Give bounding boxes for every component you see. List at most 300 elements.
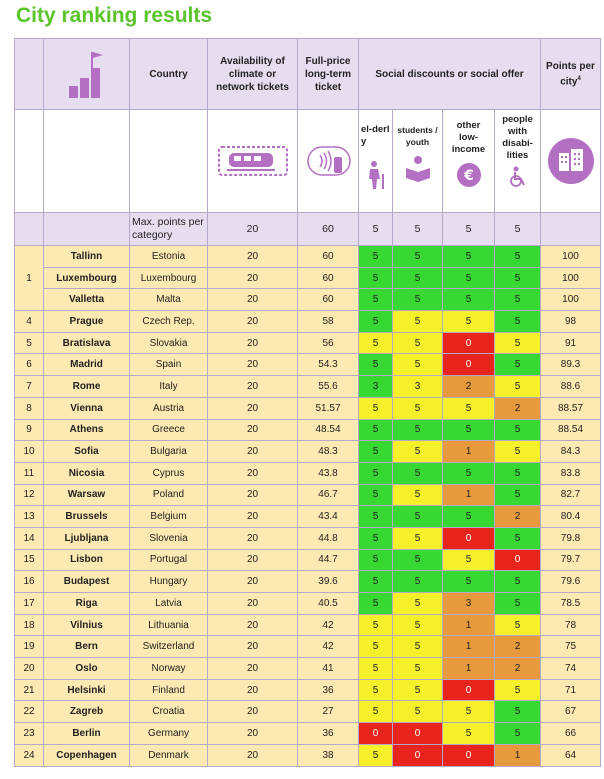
country-cell: Germany xyxy=(130,723,208,745)
elderly-col-header xyxy=(359,110,393,213)
city-cell: Warsaw xyxy=(44,484,130,506)
elderly-cell: 5 xyxy=(359,354,393,376)
points-cell: 75 xyxy=(541,636,601,658)
country-cell: Greece xyxy=(130,419,208,441)
disabilities-cell: 5 xyxy=(495,289,541,311)
city-cell: Vilnius xyxy=(44,614,130,636)
country-cell: Switzerland xyxy=(130,636,208,658)
city-cell: Bern xyxy=(44,636,130,658)
availability-cell: 20 xyxy=(208,614,298,636)
fullprice-cell: 43.8 xyxy=(298,462,359,484)
table-row xyxy=(15,571,601,593)
elderly-cell: 5 xyxy=(359,549,393,571)
country-cell: Hungary xyxy=(130,571,208,593)
lowincome-cell: 5 xyxy=(443,246,495,268)
blank-cell xyxy=(15,213,44,246)
elderly-cell: 5 xyxy=(359,527,393,549)
elderly-cell: 5 xyxy=(359,701,393,723)
students-cell: 5 xyxy=(393,658,443,680)
elderly-cell: 0 xyxy=(359,723,393,745)
points-cell: 91 xyxy=(541,332,601,354)
rank-cell: 22 xyxy=(15,701,44,723)
lowincome-cell: 1 xyxy=(443,484,495,506)
fullprice-cell: 58 xyxy=(298,311,359,333)
elderly-cell: 5 xyxy=(359,246,393,268)
lowincome-cell: 0 xyxy=(443,679,495,701)
table-row xyxy=(15,246,601,268)
fullprice-header: Full-price long-term ticket xyxy=(298,39,359,110)
points-cell: 89.3 xyxy=(541,354,601,376)
disabilities-cell: 0 xyxy=(495,549,541,571)
elderly-cell: 5 xyxy=(359,332,393,354)
students-cell: 5 xyxy=(393,419,443,441)
rank-cell: 9 xyxy=(15,419,44,441)
availability-cell: 20 xyxy=(208,376,298,398)
points-cell: 88.54 xyxy=(541,419,601,441)
city-cell: Madrid xyxy=(44,354,130,376)
students-label: students / youth xyxy=(397,125,438,147)
points-cell: 98 xyxy=(541,311,601,333)
elderly-cell: 5 xyxy=(359,506,393,528)
table-row xyxy=(15,289,601,311)
rank-cell: 16 xyxy=(15,571,44,593)
max-lowincome: 5 xyxy=(443,213,495,246)
lowincome-cell: 0 xyxy=(443,527,495,549)
students-cell: 5 xyxy=(393,246,443,268)
table-row xyxy=(15,441,601,463)
fullprice-cell: 40.5 xyxy=(298,593,359,615)
fullprice-cell: 51.57 xyxy=(298,397,359,419)
max-fullprice: 60 xyxy=(298,213,359,246)
fullprice-cell: 43.4 xyxy=(298,506,359,528)
availability-cell: 20 xyxy=(208,571,298,593)
points-cell: 100 xyxy=(541,246,601,268)
elderly-cell: 5 xyxy=(359,419,393,441)
ranking-body xyxy=(15,246,601,767)
elderly-cell: 5 xyxy=(359,441,393,463)
points-cell: 82.7 xyxy=(541,484,601,506)
disabilities-cell: 5 xyxy=(495,311,541,333)
fullprice-cell: 48.54 xyxy=(298,419,359,441)
disabilities-cell: 5 xyxy=(495,462,541,484)
availability-cell: 20 xyxy=(208,441,298,463)
max-disabilities: 5 xyxy=(495,213,541,246)
rank-cell: 5 xyxy=(15,332,44,354)
ranking-table xyxy=(14,38,601,767)
table-row xyxy=(15,636,601,658)
disabilities-cell: 2 xyxy=(495,506,541,528)
lowincome-cell: 5 xyxy=(443,723,495,745)
fullprice-cell: 55.6 xyxy=(298,376,359,398)
table-row xyxy=(15,701,601,723)
elderly-cell: 5 xyxy=(359,484,393,506)
country-cell: Cyprus xyxy=(130,462,208,484)
city-cell: Brussels xyxy=(44,506,130,528)
points-cell: 79.7 xyxy=(541,549,601,571)
students-cell: 5 xyxy=(393,614,443,636)
rank-cell: 19 xyxy=(15,636,44,658)
lowincome-label: other low-income xyxy=(451,120,486,155)
fullprice-cell: 38 xyxy=(298,744,359,766)
availability-cell: 20 xyxy=(208,679,298,701)
disabilities-cell: 5 xyxy=(495,571,541,593)
table-row xyxy=(15,484,601,506)
students-cell: 3 xyxy=(393,376,443,398)
points-cell: 84.3 xyxy=(541,441,601,463)
lowincome-cell: 5 xyxy=(443,571,495,593)
city-cell: Helsinki xyxy=(44,679,130,701)
country-cell: Portugal xyxy=(130,549,208,571)
elderly-cell: 5 xyxy=(359,636,393,658)
elderly-cell: 3 xyxy=(359,376,393,398)
country-cell: Finland xyxy=(130,679,208,701)
points-footnote: 4 xyxy=(577,75,581,82)
disabilities-cell: 1 xyxy=(495,744,541,766)
availability-cell: 20 xyxy=(208,246,298,268)
rank-cell: 8 xyxy=(15,397,44,419)
country-cell: Czech Rep. xyxy=(130,311,208,333)
elderly-cell: 5 xyxy=(359,462,393,484)
availability-cell: 20 xyxy=(208,397,298,419)
lowincome-cell: 5 xyxy=(443,289,495,311)
availability-cell: 20 xyxy=(208,658,298,680)
country-cell: Lithuania xyxy=(130,614,208,636)
students-cell: 5 xyxy=(393,506,443,528)
table-row xyxy=(15,397,601,419)
availability-cell: 20 xyxy=(208,723,298,745)
students-cell: 5 xyxy=(393,549,443,571)
elderly-icon xyxy=(364,160,388,190)
lowincome-cell: 5 xyxy=(443,267,495,289)
wheelchair-icon xyxy=(507,166,529,188)
availability-cell: 20 xyxy=(208,549,298,571)
lowincome-cell: 1 xyxy=(443,441,495,463)
students-cell: 5 xyxy=(393,571,443,593)
fullprice-cell: 48.3 xyxy=(298,441,359,463)
city-cell: Bratislava xyxy=(44,332,130,354)
fullprice-cell: 42 xyxy=(298,614,359,636)
elderly-cell: 5 xyxy=(359,397,393,419)
country-cell: Norway xyxy=(130,658,208,680)
lowincome-cell: 5 xyxy=(443,462,495,484)
students-cell: 5 xyxy=(393,484,443,506)
fullprice-cell: 39.6 xyxy=(298,571,359,593)
country-cell: Spain xyxy=(130,354,208,376)
fullprice-cell: 56 xyxy=(298,332,359,354)
rank-cell: 6 xyxy=(15,354,44,376)
fullprice-cell: 60 xyxy=(298,267,359,289)
country-cell: Estonia xyxy=(130,246,208,268)
rank-cell: 23 xyxy=(15,723,44,745)
fullprice-cell: 46.7 xyxy=(298,484,359,506)
students-cell: 5 xyxy=(393,462,443,484)
availability-cell: 20 xyxy=(208,419,298,441)
points-cell: 80.4 xyxy=(541,506,601,528)
disabilities-cell: 2 xyxy=(495,397,541,419)
lowincome-cell: 1 xyxy=(443,614,495,636)
availability-cell: 20 xyxy=(208,289,298,311)
lowincome-col-header xyxy=(443,110,495,213)
rank-cell: 12 xyxy=(15,484,44,506)
points-cell: 88.57 xyxy=(541,397,601,419)
rank-cell: 4 xyxy=(15,311,44,333)
fullprice-cell: 36 xyxy=(298,723,359,745)
country-cell: Belgium xyxy=(130,506,208,528)
lowincome-cell: 1 xyxy=(443,636,495,658)
students-cell: 5 xyxy=(393,527,443,549)
disabilities-col-header xyxy=(495,110,541,213)
rank-cell: 1 xyxy=(15,246,44,311)
fullprice-cell: 60 xyxy=(298,246,359,268)
points-cell: 64 xyxy=(541,744,601,766)
elderly-cell: 5 xyxy=(359,593,393,615)
students-cell: 5 xyxy=(393,397,443,419)
country-cell: Luxembourg xyxy=(130,267,208,289)
city-cell: Lisbon xyxy=(44,549,130,571)
table-row xyxy=(15,332,601,354)
availability-cell: 20 xyxy=(208,354,298,376)
lowincome-cell: 0 xyxy=(443,744,495,766)
table-row xyxy=(15,506,601,528)
availability-header: Availability of climate or network tickets xyxy=(208,39,298,110)
city-cell: Rome xyxy=(44,376,130,398)
points-cell: 71 xyxy=(541,679,601,701)
elderly-cell: 5 xyxy=(359,571,393,593)
disabilities-cell: 5 xyxy=(495,246,541,268)
lowincome-cell: 0 xyxy=(443,332,495,354)
rank-header xyxy=(15,39,44,110)
contactless-card-icon xyxy=(298,110,359,213)
availability-cell: 20 xyxy=(208,332,298,354)
city-cell: Berlin xyxy=(44,723,130,745)
city-cell: Athens xyxy=(44,419,130,441)
table-row xyxy=(15,311,601,333)
disabilities-cell: 2 xyxy=(495,658,541,680)
fullprice-cell: 27 xyxy=(298,701,359,723)
elderly-cell: 5 xyxy=(359,744,393,766)
students-col-header xyxy=(393,110,443,213)
availability-cell: 20 xyxy=(208,593,298,615)
table-row xyxy=(15,376,601,398)
points-cell: 79.6 xyxy=(541,571,601,593)
rank-cell: 15 xyxy=(15,549,44,571)
disabilities-cell: 5 xyxy=(495,527,541,549)
points-header-label: Points per city xyxy=(546,60,595,88)
city-cell: Luxembourg xyxy=(44,267,130,289)
student-reading-icon xyxy=(403,154,433,184)
fullprice-cell: 42 xyxy=(298,636,359,658)
availability-cell: 20 xyxy=(208,484,298,506)
country-cell: Austria xyxy=(130,397,208,419)
elderly-cell: 5 xyxy=(359,614,393,636)
availability-cell: 20 xyxy=(208,636,298,658)
city-cell: Valletta xyxy=(44,289,130,311)
lowincome-cell: 5 xyxy=(443,549,495,571)
table-row xyxy=(15,658,601,680)
table-row xyxy=(15,549,601,571)
rank-cell: 21 xyxy=(15,679,44,701)
max-points-label: Max. points per category xyxy=(130,213,208,246)
table-row xyxy=(15,419,601,441)
lowincome-cell: 5 xyxy=(443,506,495,528)
table-row xyxy=(15,679,601,701)
rank-cell: 14 xyxy=(15,527,44,549)
points-cell: 83.8 xyxy=(541,462,601,484)
blank-cell xyxy=(15,110,44,213)
students-cell: 5 xyxy=(393,679,443,701)
rank-cell: 17 xyxy=(15,593,44,615)
city-cell: Prague xyxy=(44,311,130,333)
rank-cell: 20 xyxy=(15,658,44,680)
disabilities-cell: 5 xyxy=(495,614,541,636)
city-cell: Oslo xyxy=(44,658,130,680)
rank-cell: 11 xyxy=(15,462,44,484)
city-cell: Ljubljana xyxy=(44,527,130,549)
country-header: Country xyxy=(130,39,208,110)
max-elderly: 5 xyxy=(359,213,393,246)
country-cell: Malta xyxy=(130,289,208,311)
rank-cell: 18 xyxy=(15,614,44,636)
points-cell: 74 xyxy=(541,658,601,680)
disabilities-cell: 5 xyxy=(495,354,541,376)
availability-cell: 20 xyxy=(208,267,298,289)
elderly-cell: 5 xyxy=(359,311,393,333)
elderly-cell: 5 xyxy=(359,289,393,311)
max-availability: 20 xyxy=(208,213,298,246)
students-cell: 0 xyxy=(393,723,443,745)
social-header: Social discounts or social offer xyxy=(359,39,541,110)
table-row xyxy=(15,614,601,636)
elderly-label: el-derly xyxy=(361,124,390,147)
city-cell: Sofia xyxy=(44,441,130,463)
availability-cell: 20 xyxy=(208,744,298,766)
students-cell: 5 xyxy=(393,289,443,311)
svg-text:€: € xyxy=(463,168,474,184)
elderly-cell: 5 xyxy=(359,267,393,289)
lowincome-cell: 5 xyxy=(443,311,495,333)
disabilities-cell: 5 xyxy=(495,593,541,615)
city-cell: Copenhagen xyxy=(44,744,130,766)
buildings-icon xyxy=(541,110,601,213)
fullprice-cell: 44.7 xyxy=(298,549,359,571)
ranking-chart-icon xyxy=(44,39,130,110)
page-title: City ranking results xyxy=(16,4,213,27)
students-cell: 5 xyxy=(393,441,443,463)
fullprice-cell: 54.3 xyxy=(298,354,359,376)
disabilities-label: people with disabi-lities xyxy=(502,114,533,161)
ticket-train-icon xyxy=(208,110,298,213)
city-cell: Budapest xyxy=(44,571,130,593)
table-row xyxy=(15,593,601,615)
availability-cell: 20 xyxy=(208,527,298,549)
disabilities-cell: 5 xyxy=(495,701,541,723)
points-cell: 78.5 xyxy=(541,593,601,615)
lowincome-cell: 5 xyxy=(443,397,495,419)
country-cell: Italy xyxy=(130,376,208,398)
country-cell: Poland xyxy=(130,484,208,506)
blank-cell xyxy=(541,213,601,246)
lowincome-cell: 1 xyxy=(443,658,495,680)
rank-cell: 24 xyxy=(15,744,44,766)
fullprice-cell: 41 xyxy=(298,658,359,680)
euro-icon xyxy=(456,162,482,188)
lowincome-cell: 5 xyxy=(443,701,495,723)
disabilities-cell: 5 xyxy=(495,679,541,701)
blank-cell xyxy=(130,110,208,213)
availability-cell: 20 xyxy=(208,701,298,723)
country-cell: Bulgaria xyxy=(130,441,208,463)
students-cell: 5 xyxy=(393,311,443,333)
lowincome-cell: 5 xyxy=(443,419,495,441)
rank-cell: 10 xyxy=(15,441,44,463)
students-cell: 0 xyxy=(393,744,443,766)
fullprice-cell: 36 xyxy=(298,679,359,701)
students-cell: 5 xyxy=(393,593,443,615)
rank-cell: 13 xyxy=(15,506,44,528)
table-row xyxy=(15,462,601,484)
points-cell: 100 xyxy=(541,289,601,311)
city-cell: Zagreb xyxy=(44,701,130,723)
country-cell: Slovenia xyxy=(130,527,208,549)
points-cell: 88.6 xyxy=(541,376,601,398)
city-cell: Vienna xyxy=(44,397,130,419)
blank-cell xyxy=(44,110,130,213)
students-cell: 5 xyxy=(393,267,443,289)
country-cell: Slovakia xyxy=(130,332,208,354)
disabilities-cell: 5 xyxy=(495,441,541,463)
points-header xyxy=(541,39,601,110)
table-row xyxy=(15,723,601,745)
students-cell: 5 xyxy=(393,354,443,376)
availability-cell: 20 xyxy=(208,311,298,333)
students-cell: 5 xyxy=(393,332,443,354)
students-cell: 5 xyxy=(393,636,443,658)
points-cell: 100 xyxy=(541,267,601,289)
city-cell: Riga xyxy=(44,593,130,615)
availability-cell: 20 xyxy=(208,462,298,484)
table-row xyxy=(15,267,601,289)
fullprice-cell: 44.8 xyxy=(298,527,359,549)
points-cell: 78 xyxy=(541,614,601,636)
points-cell: 66 xyxy=(541,723,601,745)
disabilities-cell: 5 xyxy=(495,723,541,745)
country-cell: Denmark xyxy=(130,744,208,766)
elderly-cell: 5 xyxy=(359,679,393,701)
table-row xyxy=(15,354,601,376)
students-cell: 5 xyxy=(393,701,443,723)
disabilities-cell: 5 xyxy=(495,419,541,441)
lowincome-cell: 3 xyxy=(443,593,495,615)
elderly-cell: 5 xyxy=(359,658,393,680)
availability-cell: 20 xyxy=(208,506,298,528)
disabilities-cell: 5 xyxy=(495,484,541,506)
table-row xyxy=(15,744,601,766)
table-row xyxy=(15,527,601,549)
disabilities-cell: 5 xyxy=(495,376,541,398)
disabilities-cell: 2 xyxy=(495,636,541,658)
fullprice-cell: 60 xyxy=(298,289,359,311)
blank-cell xyxy=(44,213,130,246)
country-cell: Croatia xyxy=(130,701,208,723)
city-cell: Nicosia xyxy=(44,462,130,484)
lowincome-cell: 2 xyxy=(443,376,495,398)
city-cell: Tallinn xyxy=(44,246,130,268)
points-cell: 79.8 xyxy=(541,527,601,549)
lowincome-cell: 0 xyxy=(443,354,495,376)
disabilities-cell: 5 xyxy=(495,267,541,289)
rank-cell: 7 xyxy=(15,376,44,398)
max-students: 5 xyxy=(393,213,443,246)
